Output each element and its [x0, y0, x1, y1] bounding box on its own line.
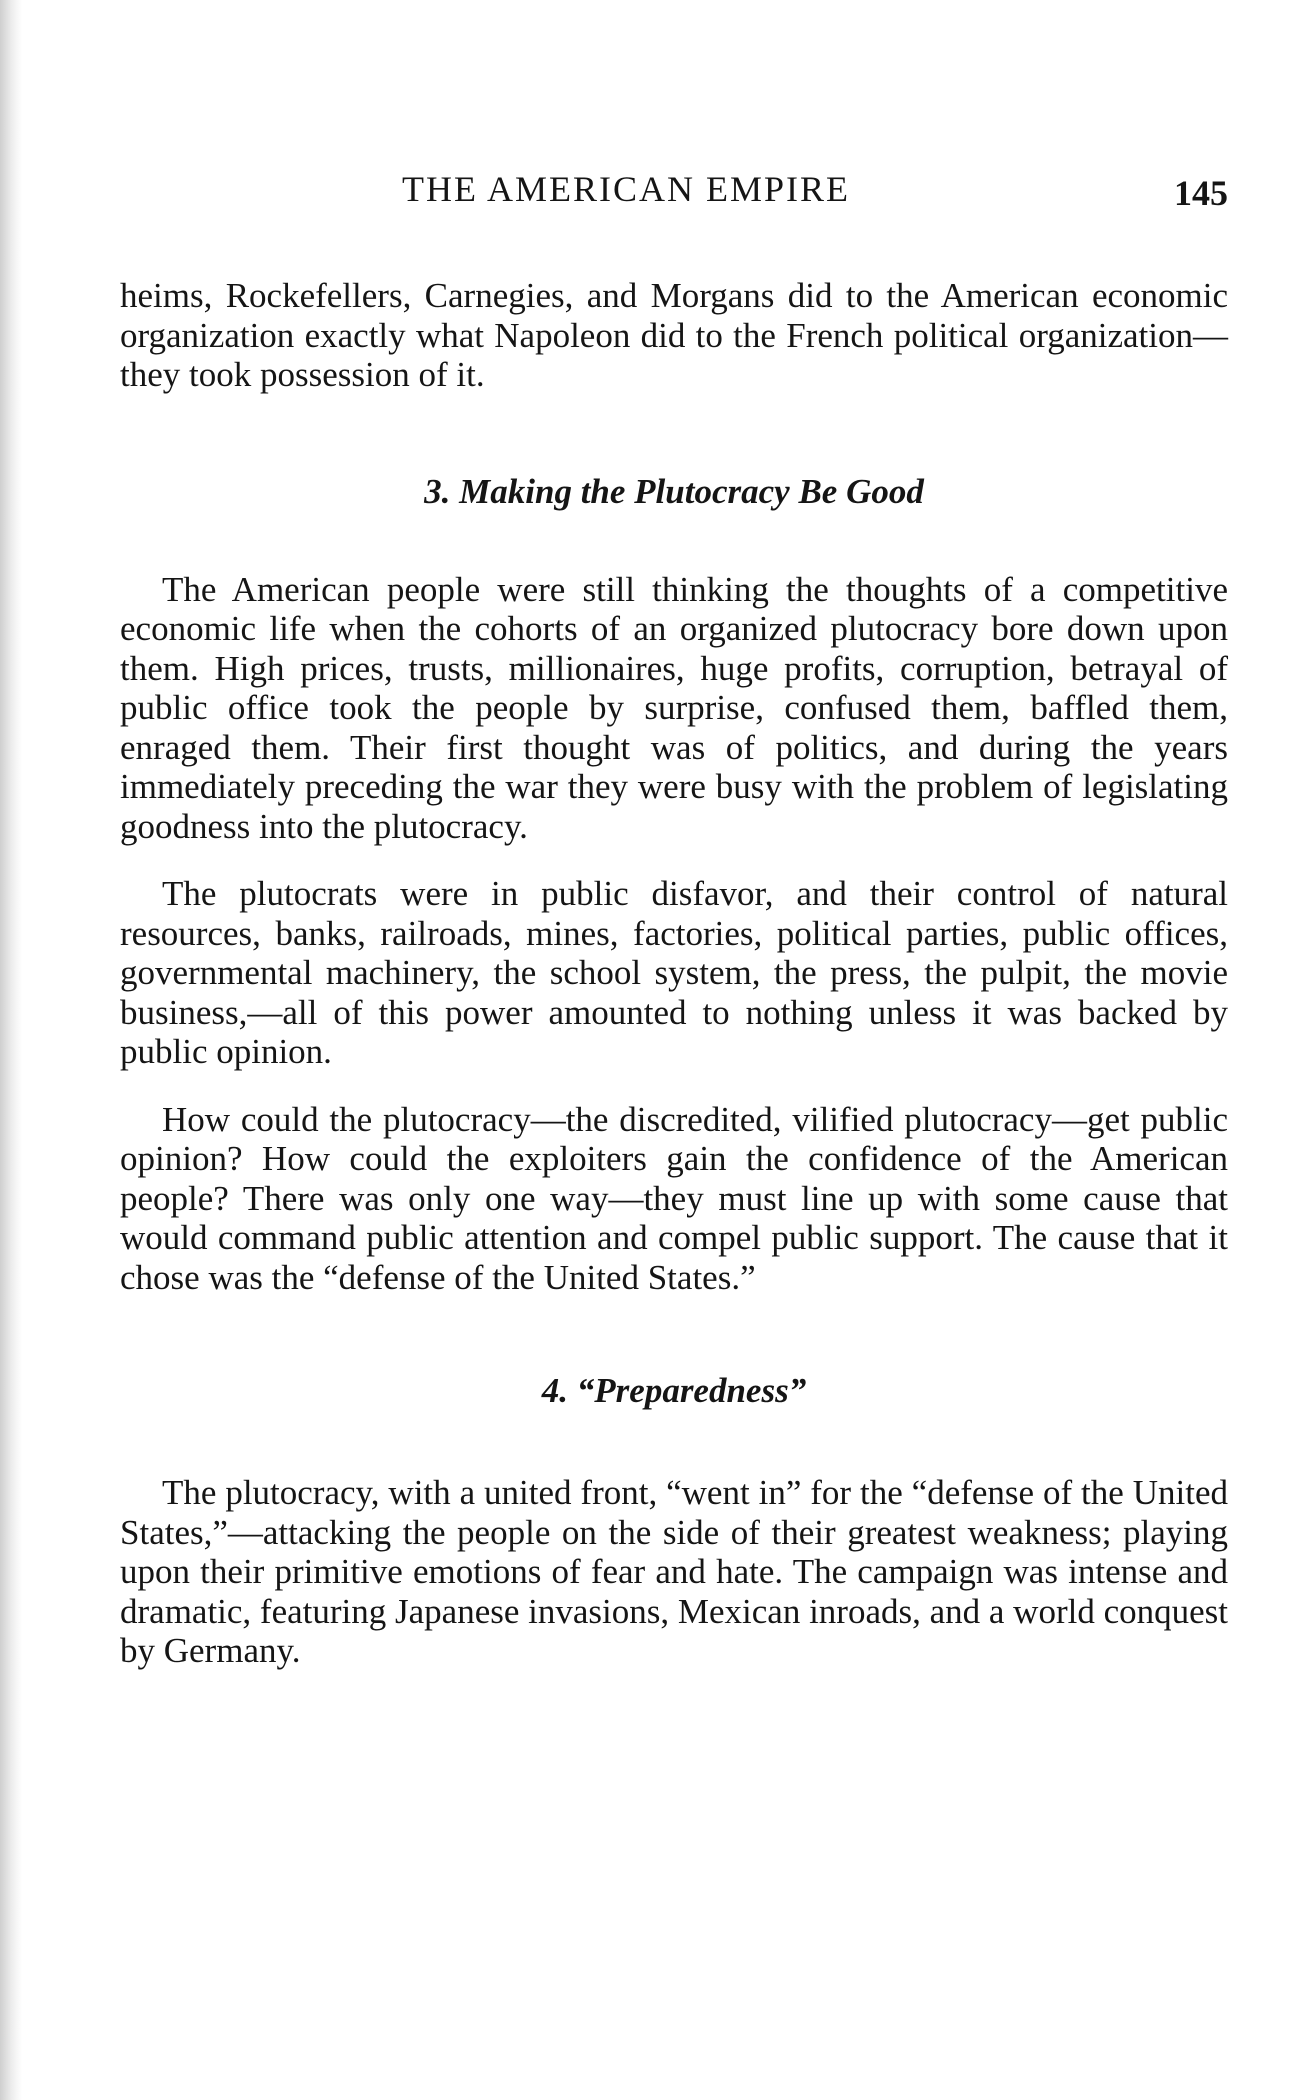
- paragraph-united-front: The plutocracy, with a united front, “went in” for the “defense of the United States,”—attacking the people on the side of their greatest weakness; playing upon their primitive emotions of fear and hate. The campaign was intense and dramatic, featuring Japanese invasions, Mexican inroads, and a world conquest by Germany.: [120, 1473, 1228, 1670]
- paragraph-american-people: The American people were still thinking the thoughts of a competitive economic life when the cohorts of an organized plutocracy bore down upon them. High prices, trusts, millionaires, huge profits, corruption, betrayal of public office took the people by surprise, confused them, baffled them, enraged them. Their first thought was of politics, and during the years immediately preceding the war they were busy with the problem of legislating goodness into the plutocracy.: [120, 569, 1228, 846]
- running-head: [120, 168, 1228, 220]
- page-binding-edge: [0, 0, 22, 2100]
- running-head-title: THE AMERICAN EMPIRE: [402, 169, 851, 209]
- continuation-paragraph: heims, Rockefellers, Carnegies, and Morgans did to the American economic organization exactly what Napoleon did to the French political organization—they took possession of it.: [120, 276, 1228, 394]
- paragraph-public-opinion: How could the plutocracy—the discredited, vilified plutocracy—get public opinion? How could the exploiters gain the confidence of the American people? There was only one way—they must line up with some cause that would command public attention and compel public support. The cause that it chose was the “defense of the United States.”: [120, 1099, 1228, 1297]
- body-text: [120, 276, 1228, 1671]
- section-heading-preparedness: 4. “Preparedness”: [541, 1371, 807, 1410]
- section-heading-making-plutocracy-good: 3. Making the Plutocracy Be Good: [424, 471, 924, 511]
- page-number: 145: [1174, 173, 1228, 213]
- paragraph-plutocrats-disfavor: The plutocrats were in public disfavor, and their control of natural resources, banks, railroads, mines, factories, political parties, public offices, governmental machinery, the school system, the press, the pulpit, the movie business,—all of this power amounted to nothing unless it was backed by public opinion.: [120, 874, 1228, 1071]
